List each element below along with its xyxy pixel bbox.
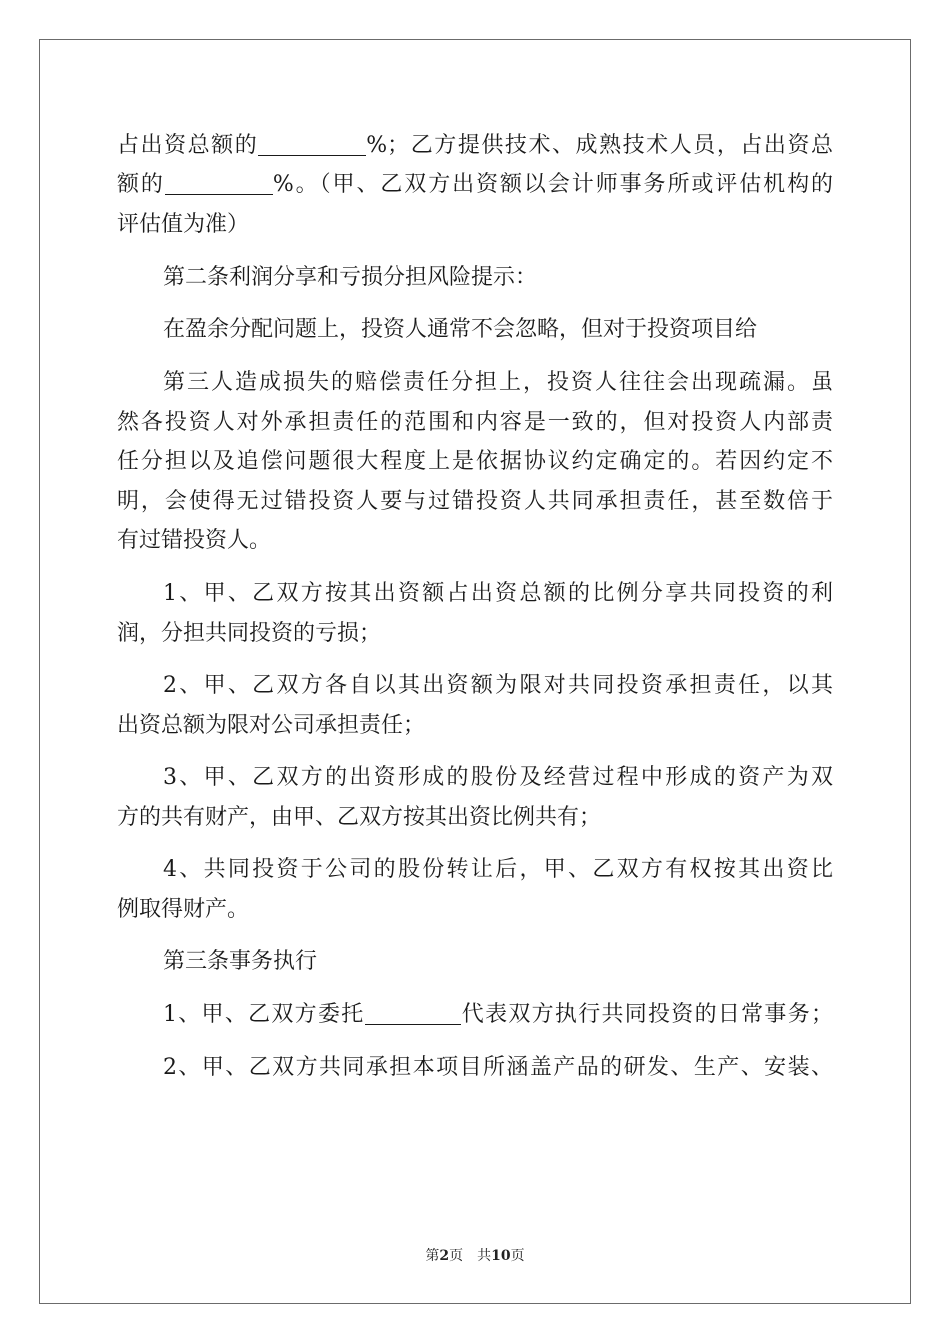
section-heading: 第二条利润分享和亏损分担风险提示： <box>163 265 538 290</box>
page-footer <box>0 1245 950 1265</box>
fill-blank <box>165 174 273 195</box>
fill-blank <box>258 135 366 156</box>
list-item: 2、甲、乙双方共同承担本项目所涵盖产品的研发、生产、安装、 <box>163 1055 833 1080</box>
total-pages: 10 <box>491 1248 511 1264</box>
list-item: 4、共同投资于公司的股份转让后，甲、乙双方有权按其出资比 <box>163 857 833 882</box>
text-line: 润，分担共同投资的亏损； <box>117 621 382 646</box>
text-line <box>117 126 833 166</box>
text-line <box>117 165 833 205</box>
text-line: 方的共有财产，由甲、乙双方按其出资比例共有； <box>117 805 602 830</box>
text-line: 评估值为准） <box>117 212 250 237</box>
text-segment: %。（甲、乙双方出资额以会计师事务所或评估机构的 <box>272 172 833 197</box>
fill-blank <box>365 1004 461 1025</box>
footer-text: 页 <box>510 1248 525 1264</box>
list-item: 1、甲、乙双方按其出资额占出资总额的比例分享共同投资的利 <box>163 581 833 606</box>
list-item: 2、甲、乙双方各自以其出资额为限对共同投资承担责任，以其 <box>163 673 833 698</box>
text-line: 有过错投资人。 <box>117 528 272 553</box>
footer-text: 第 <box>425 1248 440 1264</box>
text-line: 任分担以及追偿问题很大程度上是依据协议约定确定的。若因约定不 <box>117 449 833 474</box>
list-item <box>163 995 833 1035</box>
text-segment: %；乙方提供技术、成熟技术人员，占出资总 <box>366 133 833 158</box>
text-segment: 1、甲、乙双方委托 <box>163 1002 365 1027</box>
text-line: 例取得财产。 <box>117 897 250 922</box>
text-line: 在盈余分配问题上，投资人通常不会忽略，但对于投资项目给 <box>163 317 758 342</box>
page-number: 2 <box>439 1248 450 1264</box>
footer-text: 页 共 <box>449 1248 492 1264</box>
list-item: 3、甲、乙双方的出资形成的股份及经营过程中形成的资产为双 <box>163 765 833 790</box>
text-segment: 代表双方执行共同投资的日常事务； <box>460 1002 833 1027</box>
text-line: 出资总额为限对公司承担责任； <box>117 713 426 738</box>
text-line: 第三人造成损失的赔偿责任分担上，投资人往往会出现疏漏。虽 <box>163 370 833 395</box>
section-heading: 第三条事务执行 <box>163 949 318 974</box>
text-line: 然各投资人对外承担责任的范围和内容是一致的，但对投资人内部责 <box>117 410 833 435</box>
text-line: 明，会使得无过错投资人要与过错投资人共同承担责任，甚至数倍于 <box>117 489 833 514</box>
text-segment: 额的 <box>117 172 165 197</box>
text-segment: 占出资总额的 <box>117 133 259 158</box>
